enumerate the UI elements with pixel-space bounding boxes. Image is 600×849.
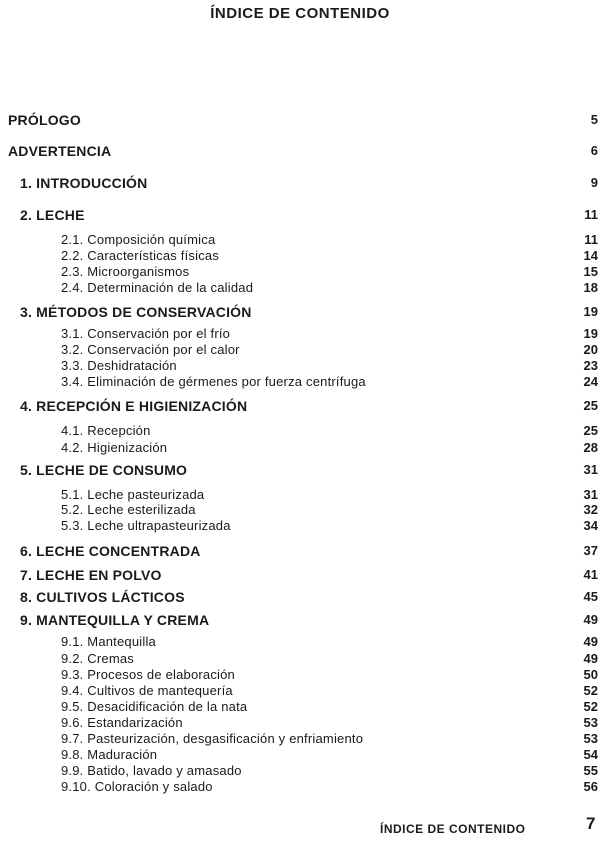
toc-entry-page: 19 (583, 326, 598, 341)
toc-entry-page: 9 (590, 175, 598, 190)
toc-entry-label: 2.2. Características físicas (61, 248, 220, 263)
toc-entry-label: 3.4. Eliminación de gérmenes por fuerza centrífuga (61, 374, 366, 389)
toc-entry-label: 9.8. Maduración (61, 747, 158, 762)
toc-entry-page: 49 (583, 612, 598, 627)
toc-entry-label: 4.2. Higienización (61, 440, 168, 455)
toc-entry-label: 4. RECEPCIÓN E HIGIENIZACIÓN (20, 398, 248, 414)
toc-entry-label: 5.1. Leche pasteurizada (61, 487, 205, 502)
toc-entry-label: 3. MÉTODOS DE CONSERVACIÓN (20, 304, 252, 320)
toc-entry-page: 18 (583, 280, 598, 295)
toc-entry-page: 28 (583, 440, 598, 455)
toc-entry-label: 9.7. Pasteurización, desgasificación y enfriamiento (61, 731, 364, 746)
toc-entry-page: 54 (583, 747, 598, 762)
toc-entry-page: 23 (583, 358, 598, 373)
toc-entry-page: 49 (583, 651, 598, 666)
toc-entry-label: 9. MANTEQUILLA Y CREMA (20, 612, 210, 628)
toc-entry-label: 9.3. Procesos de elaboración (61, 667, 235, 682)
toc-entry-label: 2. LECHE (20, 207, 85, 223)
toc-entry-label: 6. LECHE CONCENTRADA (20, 543, 201, 559)
toc-entry-label: 8. CULTIVOS LÁCTICOS (20, 589, 185, 605)
footer-page-number: 7 (586, 814, 596, 833)
toc-entry-page: 19 (583, 304, 598, 319)
toc-entry-label: 3.2. Conservación por el calor (61, 342, 240, 357)
toc-entry-label: 9.6. Estandarización (61, 715, 183, 730)
toc-entry-page: 52 (583, 683, 598, 698)
toc-entry-page: 49 (583, 634, 598, 649)
toc-entry-page: 34 (583, 518, 598, 533)
toc-entry-page: 24 (583, 374, 598, 389)
toc-entry-page: 25 (583, 423, 598, 438)
toc-entry-label: 2.1. Composición química (61, 232, 216, 247)
toc-entry-label: 9.1. Mantequilla (61, 634, 156, 649)
toc-entry-page: 15 (583, 264, 598, 279)
toc-entry-page: 6 (590, 143, 598, 158)
toc-entry-label: 9.4. Cultivos de mantequería (61, 683, 233, 698)
toc-entry-label: 2.3. Microorganismos (61, 264, 190, 279)
footer-running-title: ÍNDICE DE CONTENIDO (380, 822, 526, 836)
toc-entry-page: 53 (583, 731, 598, 746)
toc-entry-page: 50 (583, 667, 598, 682)
toc-entry-label: PRÓLOGO (8, 112, 81, 128)
toc-entry-label: 5. LECHE DE CONSUMO (20, 462, 188, 478)
toc-entry-label: 9.9. Batido, lavado y amasado (61, 763, 242, 778)
toc-entry-page: 41 (583, 567, 598, 582)
toc-entry-label: 5.3. Leche ultrapasteurizada (61, 518, 231, 533)
toc-entry-page: 31 (583, 462, 598, 477)
toc-entry-page: 53 (583, 715, 598, 730)
toc-entry-page: 52 (583, 699, 598, 714)
toc-entry-label: 1. INTRODUCCIÓN (20, 175, 148, 191)
toc-entry-label: 3.1. Conservación por el frío (61, 326, 231, 341)
toc-entry-page: 56 (583, 779, 598, 794)
toc-entry-label: 9.5. Desacidificación de la nata (61, 699, 248, 714)
toc-entry-label: 2.4. Determinación de la calidad (61, 280, 254, 295)
toc-entry-label: ADVERTENCIA (8, 143, 112, 159)
toc-entry-page: 45 (583, 589, 598, 604)
toc-entry-label: 4.1. Recepción (61, 423, 151, 438)
toc-entry-page: 5 (590, 112, 598, 127)
toc-entry-page: 32 (583, 502, 598, 517)
toc-entry-page: 11 (584, 232, 598, 247)
page-title: ÍNDICE DE CONTENIDO (210, 5, 390, 22)
toc-entry-page: 20 (583, 342, 598, 357)
toc-entry-page: 55 (583, 763, 598, 778)
toc-entry-label: 7. LECHE EN POLVO (20, 567, 162, 583)
toc-entry-label: 5.2. Leche esterilizada (61, 502, 196, 517)
toc-entry-page: 11 (584, 207, 598, 222)
toc-entry-page: 31 (583, 487, 598, 502)
toc-entry-page: 37 (583, 543, 598, 558)
toc-entry-page: 25 (583, 398, 598, 413)
toc-entry-label: 3.3. Deshidratación (61, 358, 177, 373)
toc-entry-label: 9.10. Coloración y salado (61, 779, 213, 794)
toc-entry-label: 9.2. Cremas (61, 651, 135, 666)
toc-entry-page: 14 (583, 248, 598, 263)
